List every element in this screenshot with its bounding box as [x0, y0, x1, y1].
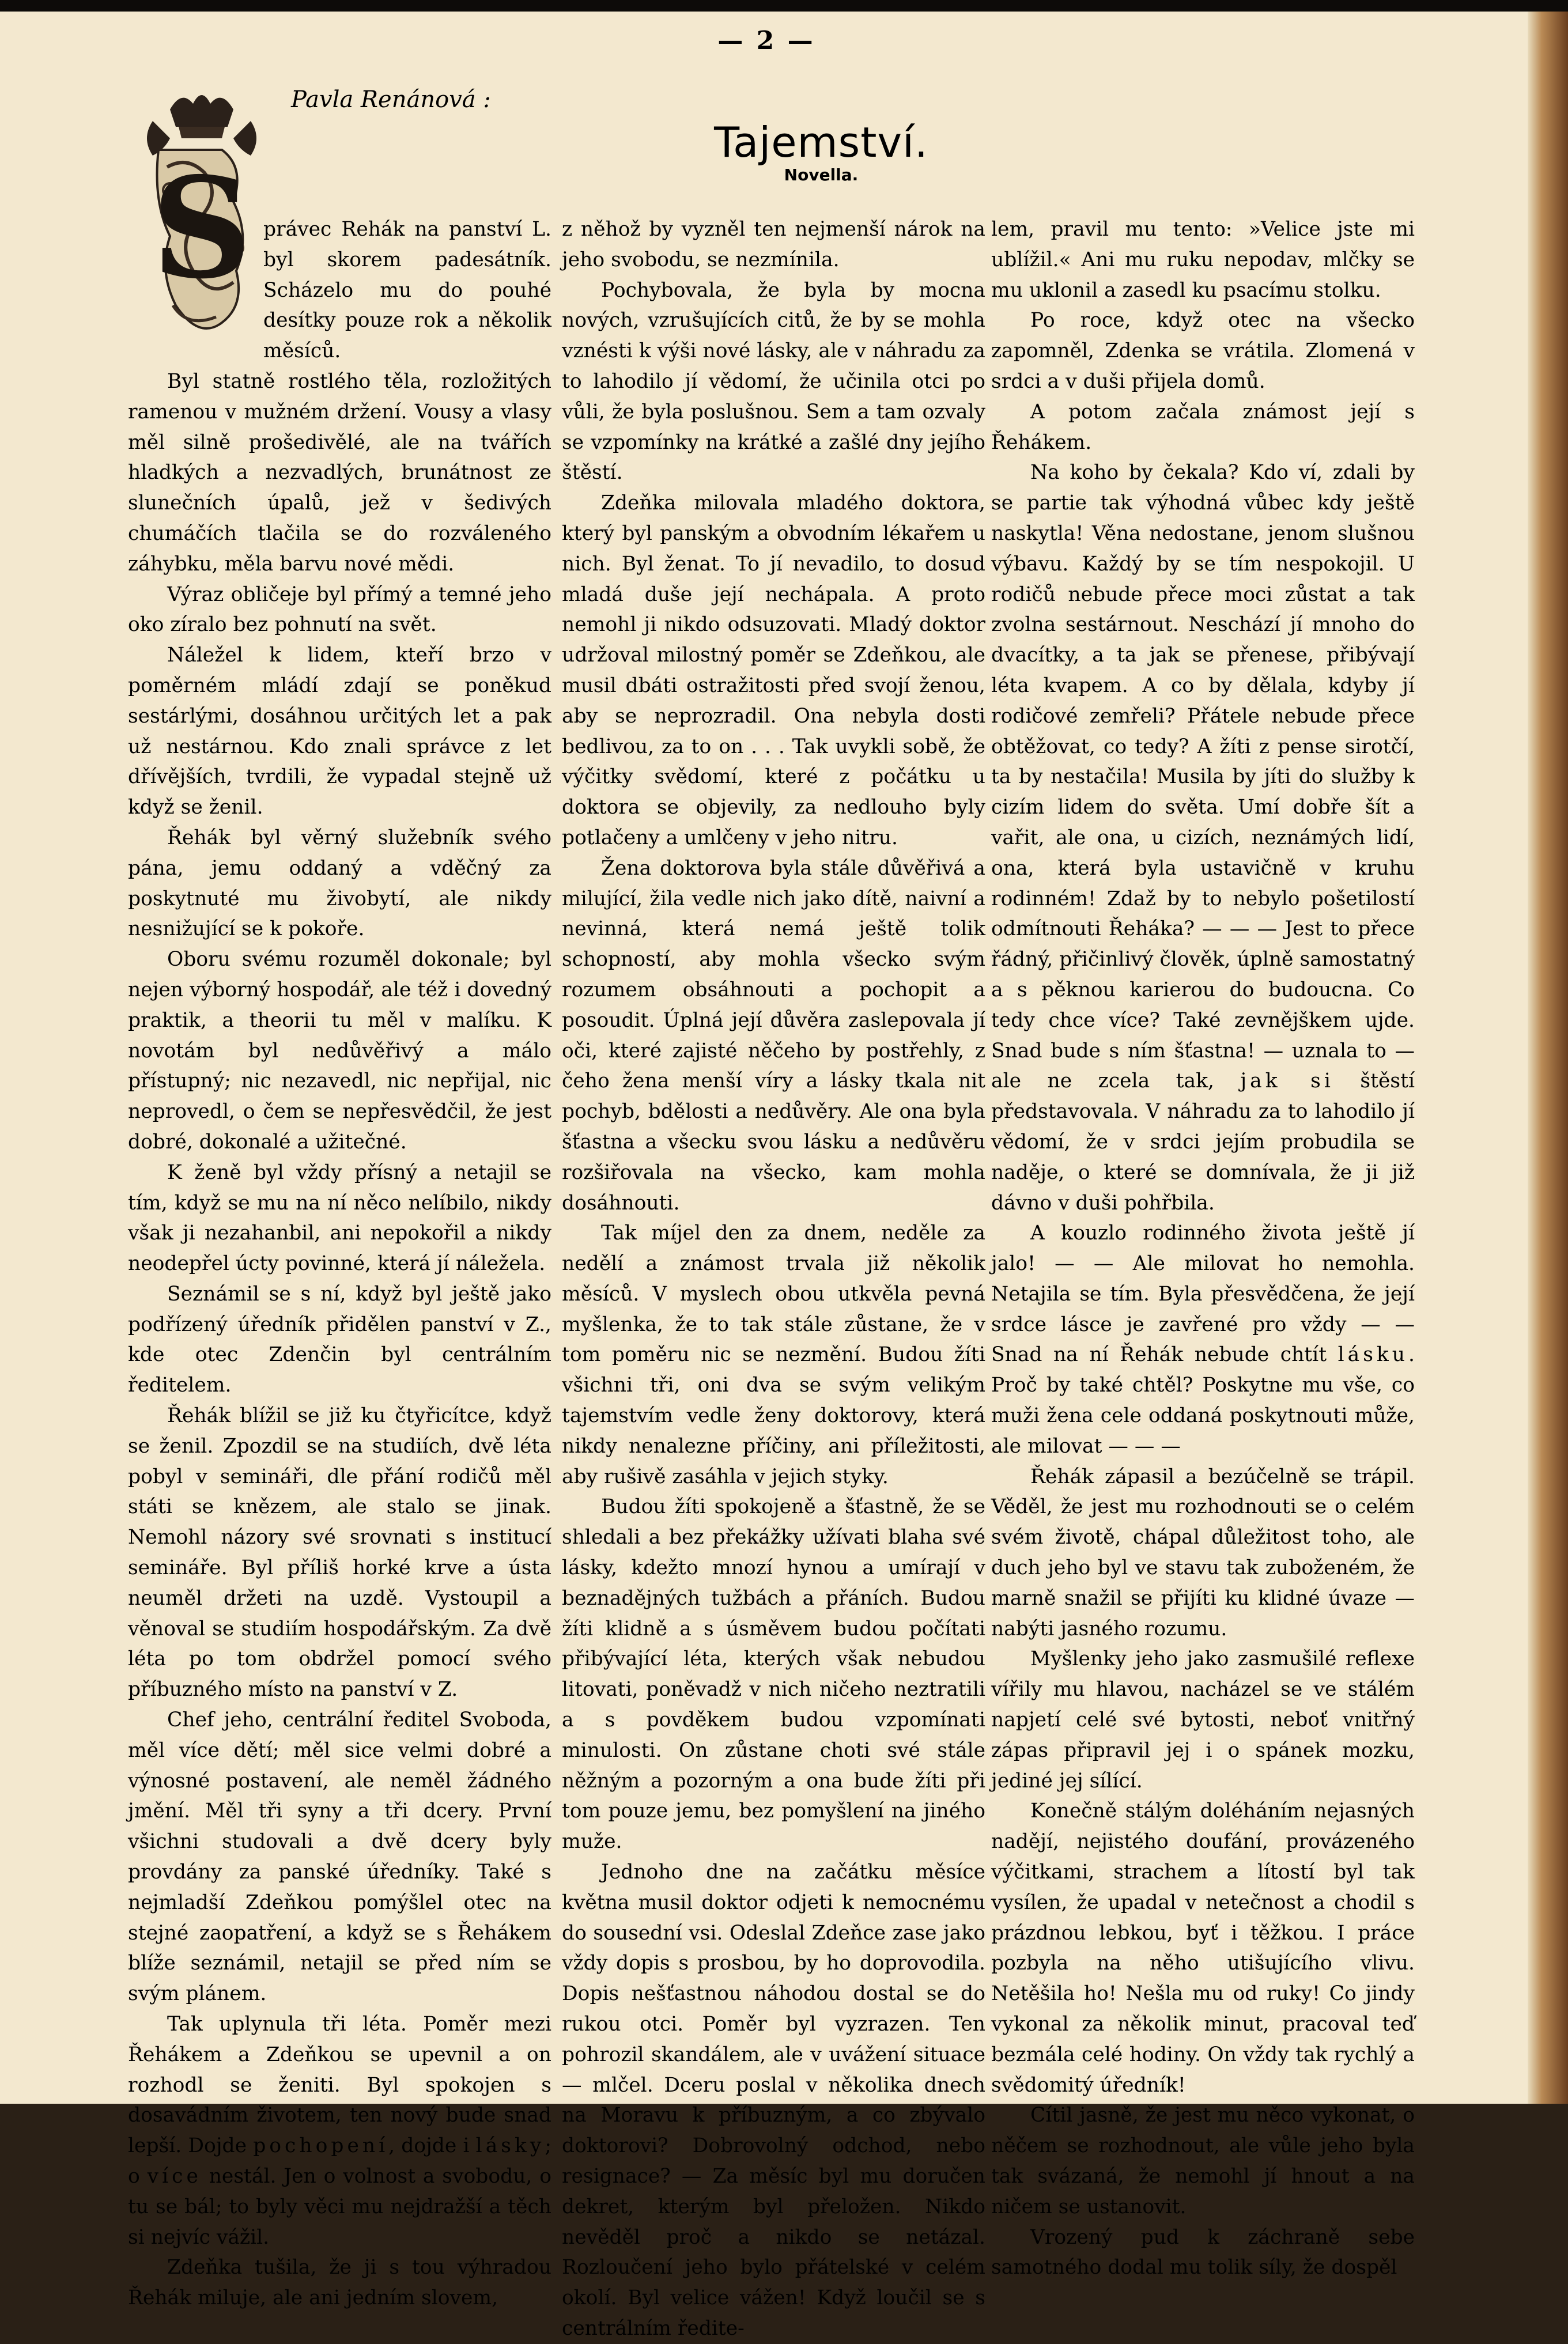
book-spine [1528, 12, 1568, 2104]
paragraph: Zdeňka tušila, že ji s tou výhradou Řehák miluje, ale ani jedním slovem, [128, 2256, 551, 2310]
paragraph: Tak míjel den za dnem, neděle za nedělí a známost trvala již několik měsíců. V myslech obou utkvěla pevná myšlenka, že to tak stále zůstane, že v tom poměru nic se nezmění. Budou žíti všichni tři, oni dva se svým velikým tajemstvím vedle ženy doktorovy, která nikdy nenalezne příčiny, ani příležitosti, aby rušivě zasáhla v jejich styky. [562, 1222, 985, 1488]
article-subtitle: Novella. [784, 165, 859, 184]
paragraph: Konečně stálým doléháním nejasných nadějí, nejistého doufání, provázeného výčitkami, strachem a lítostí byl tak vysílen, že upadal v netečnost a chodil s prázdnou lebkou, byť i těžkou. I práce pozbyla na něho utišujícího vlivu. Netěšila ho! Nešla mu od ruky! Co jindy vykonal za několik minut, pracoval teď bezmála celé hodiny. On vždy tak rychlý a svědomitý úředník! [991, 1799, 1415, 2097]
page-number: — 2 — [717, 26, 815, 55]
spaced-word: lásku [1337, 1343, 1409, 1367]
text-span: ; o [128, 2134, 551, 2188]
initial-letter-s: S [152, 147, 252, 309]
paragraph: právec Rehák na panství L. byl skorem padesátník. Scházelo mu do pouhé desítky pouze rok a několik měsíců. [263, 218, 551, 363]
paragraph [991, 1218, 1415, 1461]
paragraph: Jednoho dne na začátku měsíce května musil doktor odjeti k nemocnému do sousední vsi. Odeslal Zdeňce zase jako vždy dopis s prosbou, by ho doprovodila. Dopis nešťastnou náhodou dostal se do rukou otci. Poměr byl vyzrazen. Ten pohrozil skandálem, ale v uvážení situace — mlčel. Dceru poslal v několika dnech na Moravu k příbuzným, a co zbývalo doktorovi? Dobrovolný odchod, nebo resignace? — Za měsíc byl mu doručen dekret, kterým byl přeložen. Nikdo nevěděl proč a nikdo se netázal. Rozloučení jeho bylo přátelské v celém okolí. Byl velice vážen! Když loučil se s centrálním ředite- [562, 1861, 985, 2340]
text-span: Tak uplynula tři léta. Poměr mezi Řehákem a Zdeňkou se upevnil a on rozhodl se ženiti. Byl spokojen s dosavádním životem, ten nový bude snad lepší. Dojde [128, 2013, 551, 2158]
paragraph: Zdeňka milovala mladého doktora, který byl panským a obvodním lékařem u nich. Byl ženat. To jí nevadilo, to dosud mladá duše její nechápala. A proto nemohl ji nikdo odsuzovati. Mladý doktor udržoval milostný poměr se Zdeňkou, ale musil dbáti ostražitosti před svojí ženou, aby se neprozradil. Ona nebyla dosti bedlivou, za to on . . . Tak uvykli sobě, že výčitky svědomí, které z počátku u doktora se objevily, za nedlouho byly potlačeny a umlčeny v jeho nitru. [562, 492, 985, 849]
text-span: . Proč by také chtěl? Poskytne mu vše, co muži žena cele oddaná poskytnouti může, ale milovat — — — [991, 1343, 1415, 1458]
spaced-word: pochopení [253, 2134, 389, 2158]
text-span: Na koho by čekala? Kdo ví, zdali by se partie tak výhodná vůbec kdy ještě naskytla! Věna nedostane, jenom slušnou výbavu. Každý by se tím nespokojil. U rodičů nebude přece moci zůstat a tak zvolna sestárnout. Neschází jí mnoho do dvacítky, a ta jak se přenese, přibývají léta kvapem. A co by dělala, kdyby jí rodičové zemřeli? Přátele nebude přece obtěžovat, co tedy? A žíti z pense sirotčí, ta by nestačila! Musila by jíti do služby k cizím lidem do světa. Umí dobře šít a vařit, ale ona, u cizích, neznámých lidí, ona, která byla ustavičně v kruhu rodinném! Zdaž by to nebylo pošetilostí odmítnouti Řeháka? — — — Jest to přece řádný, přičinlivý člověk, úplně samostatný a s pěknou karierou do budoucna. Co tedy chce více? Také zevnějškem ujde. Snad bude s ním šťastna! — uznala to — ale ne zcela tak, [991, 461, 1415, 1093]
paragraph: Vrozený pud k záchraně sebe samotného dodal mu tolik síly, že dospěl [991, 2225, 1415, 2279]
spaced-word: jak si [1240, 1069, 1334, 1093]
paragraph: K ženě byl vždy přísný a netajil se tím, když se mu na ní něco nelíbilo, nikdy však ji nezahanbil, ani nepokořil a nikdy neodepřel úcty povinné, která jí náležela. [128, 1160, 551, 1276]
paragraph: Chef jeho, centrální ředitel Svoboda, měl více dětí; měl sice velmi dobré a výnosné postavení, ale neměl žádného jmění. Měl tři syny a tři dcery. První všichni studovali a dvě dcery byly provdány za panské úředníky. Také s nejmladší Zdeňkou pomýšlel otec na stejné zaopatření, a když se s Řehákem blíže seznámil, netajil se před ním se svým plánem. [128, 1708, 551, 2006]
paragraph: Cítil jasně, že jest mu něco vykonat, o něčem se rozhodnout, ale vůle jeho byla tak svázaná, že nemohl jí hnout a na ničem se ustanovit. [991, 2104, 1415, 2218]
paragraph: Výraz obličeje byl přímý a temné jeho oko zíralo bez pohnutí na svět. [128, 583, 551, 637]
paragraph: A potom začala známost její s Řehákem. [991, 400, 1415, 454]
paragraph: Řehák byl věrný služebník svého pána, jemu oddaný a vděčný za poskytnuté mu živobytí, ale nikdy nesnižující se k pokoře. [128, 826, 551, 941]
dropcap-spacer [128, 214, 263, 349]
paragraph: Budou žíti spokojeně a šťastně, že se shledali a bez překážky užívati blaha své lásky, kdežto mnozí hynou a umírají v beznadějných tužbách a přáních. Budou žíti klidně a s úsměvem budou počítati přibývající léta, kterých však nebudou litovati, poněvadž v nich ničeho neztratili a s povděkem budou vzpomínati minulosti. On zůstane choti své stále něžným a pozorným a ona bude žíti při tom pouze jemu, bez pomyšlení na jiného muže. [562, 1495, 985, 1854]
author-name: Pavla Renánová : [291, 86, 491, 113]
paragraph: z něhož by vyzněl ten nejmenší nárok na jeho svobodu, se nezmínila. [562, 218, 985, 271]
article-title: Tajemství. [714, 118, 928, 167]
paragraph: Řehák zápasil a bezúčelně se trápil. Věděl, že jest mu rozhodnouti se o celém svém životě, chápal důležitost toho, ale duch jeho byl ve stavu tak zuboženém, že marně snažil se přijíti ku klidné úvaze — nabýti jasného rozumu. [991, 1465, 1415, 1640]
paragraph: Náležel k lidem, kteří brzo v poměrném mládí zdají se poněkud sestárlými, dosáhnou určitých let a pak už nestárnou. Kdo znali správce z let dřívějších, tvrdili, že vypadal stejně už když se ženil. [128, 644, 551, 819]
paragraph: Oboru svému rozuměl dokonale; byl nejen výborný hospodář, ale též i dovedný praktik, a theorii tu měl v malíku. K novotám byl nedůvěřivý a málo přístupný; nic nezavedl, nic nepřijal, nic neprovedl, o čem se nepřesvědčil, že jest dobré, dokonalé a užitečné. [128, 948, 551, 1154]
paragraph: Myšlenky jeho jako zasmušilé reflexe vířily mu hlavou, nacházel se ve stálém napjetí celé své bytosti, neboť vnitřný zápas připravil jej i o spánek mozku, jediné jej sílící. [991, 1647, 1415, 1793]
spaced-word: více [147, 2165, 202, 2188]
spaced-word: lásky [475, 2134, 545, 2158]
paragraph: Byl statně rostlého těla, rozložitých ramenou v mužném držení. Vousy a vlasy měl silně prošedivělé, ale na tvářích hladkých a nezvadlých, brunátnost ze slunečních úpalů, jež v šedivých chumáčích tlačila se do rozváleného záhybku, měla barvu nové mědi. [128, 369, 551, 576]
text-span: nestál. Jen o volnost a svobodu, o tu se bál; to byly věci mu nejdražší a těch si nejvíc vážil. [128, 2165, 551, 2249]
text-column-2 [562, 214, 985, 2340]
paragraph: Žena doktorova byla stále důvěřivá a milující, žila vedle nich jako dítě, naivní a nevinná, která nemá ještě tolik schopností, aby mohla všecko svým rozumem obsáhnouti a pochopit a posoudit. Úplná její důvěra zaslepovala jí oči, které zajisté něčeho by postřehly, z čeho žena menší víry a lásky tkala nit pochyb, bdělosti a nedůvěry. Ale ona byla šťastna a všecku svou lásku a nedůvěru rozšiřovala na všecko, kam mohla dosáhnouti. [562, 856, 985, 1215]
paragraph: Řehák blížil se již ku čtyřicítce, když se ženil. Zpozdil se na studiích, dvě léta pobyl v semináři, dle přání rodičů měl státi se knězem, ale stalo se jinak. Nemohl názory své srovnati s institucí semináře. Byl příliš horké krve a ústa neuměl držeti na uzdě. Vystoupil a věnoval se studiím hospodářským. Za dvě léta po tom obdržel pomocí svého příbuzného místo na panství v Z. [128, 1404, 551, 1702]
text-column-3 [991, 214, 1415, 2279]
text-span: , dojde i [388, 2134, 476, 2158]
text-column-1 [128, 214, 551, 2310]
paragraph [128, 2009, 551, 2252]
paragraph: Pochybovala, že byla by mocna nových, vzrušujících citů, že by se mohla vznésti k výši nové lásky, ale v náhradu za to lahodilo jí vědomí, že učinila otci po vůli, že byla poslušnou. Sem a tam ozvaly se vzpomínky na krátké a zašlé dny jejího štěstí. [562, 278, 985, 485]
paragraph: Seznámil se s ní, když byl ještě jako podřízený úředník přidělen panství v Z., kde otec Zdenčin byl centrálním ředitelem. [128, 1282, 551, 1397]
paragraph: Po roce, když otec na všecko zapomněl, Zdenka se vrátila. Zlomená v srdci a v duši přijela domů. [991, 309, 1415, 393]
scan-border [0, 0, 1568, 12]
paragraph: lem, pravil mu tento: »Velice jste mi ublížil.« Ani mu ruku nepodav, mlčky se mu uklonil a zasedl ku psacímu stolku. [991, 218, 1415, 302]
paragraph [991, 458, 1415, 1218]
text-span: A kouzlo rodinného života ještě jí jalo! — — Ale milovat ho nemohla. Netajila se tím. Byla přesvědčena, že její srdce lásce je zavřené pro vždy — — Snad na ní Řehák nebude chtít [991, 1222, 1415, 1367]
text-span: štěstí představovala. V náhradu za to lahodilo jí vědomí, že v srdci jejím probudila se naděje, o které se domnívala, že ji již dávno v duši pohřbila. [991, 1069, 1415, 1215]
